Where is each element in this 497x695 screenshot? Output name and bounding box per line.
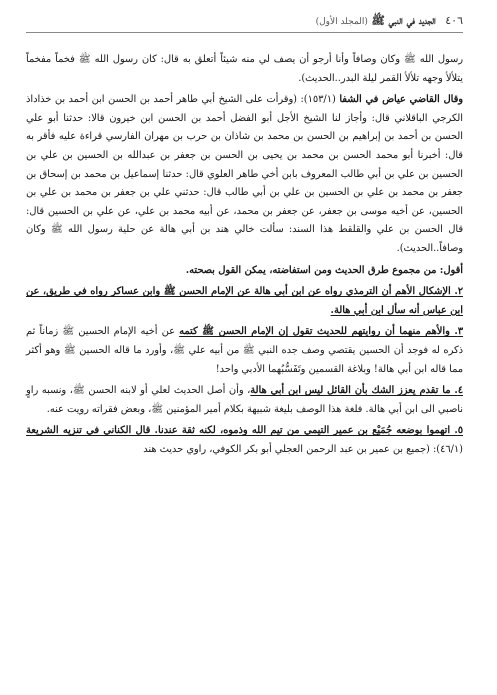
- paragraph-7: [26, 422, 463, 459]
- paragraph-2: [26, 91, 463, 258]
- paragraph-4: [26, 283, 463, 320]
- paragraph-2-lead: وقال القاضي عياض في الشفا: [339, 94, 463, 106]
- paragraph-5-text: عن أخيه الإمام الحسين ﷺ زماناً ثم ذكره له فوجد أن الحسين يقتصي وصف جده النبي ﷺ من أبيه علي ﷺ، وأورد ما قاله الحسين ﷺ وهو أكثر مما قاله ابن أبي هالة! وبلاغة القسمين وتَفَسُّبُهما الأدبي واحد!: [26, 326, 463, 375]
- book-title: الجديد في النبي ﷺ: [371, 14, 436, 27]
- paragraph-2-text: (١٥٣/١): (وقرأت على الشيخ أبي طاهر أحمد بن الحسن ابن أحمد بن خذاداذ الكرجي الباقلاني قال: وأجاز لنا الشيخ الأجل أبو الفضل أحمد بن الحسن ابن خيرون قالا: حدثنا أبو علي الحسن بن أحمد بن إبراهيم بن الحسن بن محمد بن شاذان بن حرب بن مهران الفارسي قراءة عليه فأقر به قال: أخبرنا أبو محمد الحسن بن محمد بن يحيى بن الحسن بن جعفر بن عبدالله بن الحسين بن علي بن الحسين بن علي بن أبي طالب المعروف بابن أخي طاهر العلوي قال: حدثنا إسماعيل بن محمد بن إسحاق بن جعفر بن محمد بن علي بن الحسين بن علي بن أبي طالب قال: حدثني علي بن جعفر بن محمد بن علي بن الحسين، عن أخيه موسى بن جعفر، عن جعفر بن محمد، عن أبيه محمد بن علي، عن علي بن الحسين قال: قال الحسن بن علي والقلقط هذا السند: سألت خالي هند بن أبي هالة عن حلية رسول الله ﷺ وكان وصافاً..الحديث).: [26, 94, 463, 254]
- page-body: [26, 51, 463, 459]
- paragraph-1-text: رسول الله ﷺ وكان وصافاً وأنا أرجو أن يصف لي منه شيئاً أتعلق به قال: كان رسول الله ﷺ فخماً مفخماً يتلألأ وجهه تلألأ القمر ليلة البدر..الحديث).: [26, 54, 463, 84]
- paragraph-5-lead: ٣. والأهم منهما أن روايتهم للحديث تقول إن الإمام الحسن ﷺ كتمه: [179, 326, 464, 338]
- paragraph-3: [26, 262, 463, 281]
- paragraph-1: [26, 51, 463, 88]
- paragraph-7-text: (٤٦/١): (جميع بن عمير بن عبد الرحمن العجلي أبو بكر الكوفي، راوي حديث هند: [143, 443, 463, 455]
- paragraph-3-text: أقول: من مجموع طرق الحديث ومن استفاضته، يمكن القول بصحته.: [185, 264, 463, 276]
- page-number: ٤٠٦: [445, 14, 463, 27]
- volume-label: (المجلد الأول): [315, 17, 368, 27]
- paragraph-4-text: ٢. الإشكال الأهم أن الترمذي رواه عن ابن أبي هالة عن الإمام الحسن ﷺ وابن عساكر رواه في طريق، عن ابن عباس أنه سأل ابن أبي هالة.: [26, 286, 463, 316]
- header-title-group: [316, 14, 463, 30]
- paragraph-6-text: ، وأن أصل الحديث لعلي أو لابنه الحسن ﷺ، ونسبه راوٍ ناصبي الى ابن أبي هالة. فلغة هذا الوصف بليغة شبيهة بكلام أمير المؤمنين ﷺ، وبعض فقراته رويت عنه.: [26, 385, 463, 415]
- page-header: [26, 12, 463, 33]
- paragraph-6-lead: ٤. ما تقدم يعزز الشك بأن القائل ليس ابن أبي هالة: [250, 385, 463, 397]
- paragraph-6: [26, 382, 463, 419]
- paragraph-7-lead: ٥. اتهموا بوضعه جُمَيْع بن عمير التيمي من تيم الله وذموه، لكنه ثقة عندنا. قال الكناني في تنزيه الشريعة: [26, 425, 463, 437]
- paragraph-5: [26, 323, 463, 379]
